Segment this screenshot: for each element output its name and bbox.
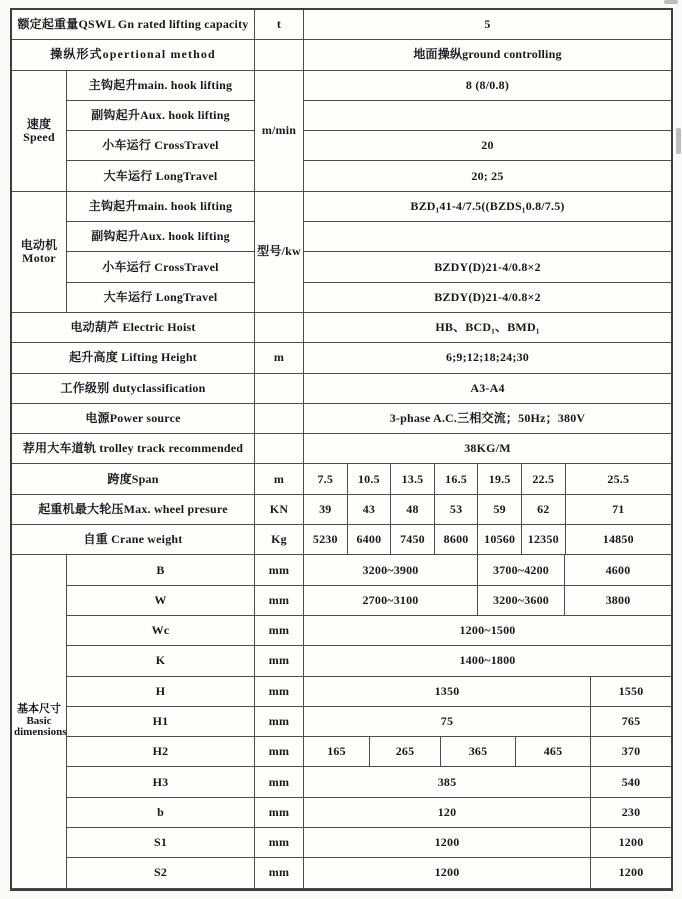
- value-cell: 2700~3100: [304, 586, 478, 616]
- speed-unit-cell: m/min: [255, 71, 304, 192]
- row-label: K: [67, 646, 255, 676]
- group-label-en: dimensions: [14, 726, 67, 739]
- row-dim-H1: [67, 707, 671, 737]
- value-cell: 38KG/M: [304, 434, 671, 464]
- row-label: 起重机最大轮压Max. wheel presure: [12, 495, 255, 525]
- scan-artifact: [676, 128, 681, 154]
- group-label-zh: 速度: [26, 116, 52, 131]
- value-cell: 385: [304, 767, 591, 797]
- unit-cell: [255, 374, 304, 404]
- unit-cell: mm: [255, 646, 304, 676]
- value-cell: 43: [348, 495, 392, 525]
- motor-unit-cell: 型号/kw: [255, 192, 304, 313]
- row-trolley-track: [12, 434, 671, 464]
- row-dim-B: [67, 555, 671, 585]
- row-dim-S2: [67, 858, 671, 888]
- row-label: 操纵形式opertional method: [12, 40, 255, 70]
- row-dim-H3: [67, 767, 671, 797]
- speed-values: [304, 71, 671, 192]
- row-label: Wc: [67, 616, 255, 646]
- row-label: 小车运行 CrossTravel: [67, 252, 255, 282]
- unit-cell: mm: [255, 798, 304, 828]
- unit-cell: [255, 404, 304, 434]
- unit-cell: mm: [255, 707, 304, 737]
- value-cell: 20; 25: [304, 161, 671, 191]
- value-cell: 765: [591, 707, 671, 737]
- row-label: 自重 Crane weight: [12, 525, 255, 555]
- value-cell: A3-A4: [304, 374, 671, 404]
- value-cell: 12350: [522, 525, 566, 555]
- value-cell: 53: [435, 495, 479, 525]
- row-operation-method: [12, 40, 671, 70]
- row-label: 额定起重量QSWL Gn rated lifting capacity: [12, 10, 255, 40]
- value-cell: 465: [516, 737, 591, 767]
- value-cell: 3800: [565, 586, 671, 616]
- value-cell: BZDY(D)21-4/0.8×2: [304, 252, 671, 282]
- unit-cell: m: [255, 464, 304, 494]
- group-label-en: Speed: [23, 129, 55, 144]
- unit-cell: Kg: [255, 525, 304, 555]
- value-cell: 地面操纵ground controlling: [304, 40, 671, 70]
- row-label: 主钩起升main. hook lifting: [67, 71, 255, 101]
- unit-cell: t: [255, 10, 304, 40]
- unit-cell: [255, 40, 304, 70]
- unit-cell: mm: [255, 616, 304, 646]
- row-label: H: [67, 677, 255, 707]
- unit-cell: mm: [255, 677, 304, 707]
- row-dim-S1: [67, 828, 671, 858]
- value-cell: 120: [304, 798, 591, 828]
- section-speed: [12, 71, 671, 192]
- value-cell: 1550: [591, 677, 671, 707]
- value-cell: 1200~1500: [304, 616, 671, 646]
- row-label: H3: [67, 767, 255, 797]
- crane-spec-table: [10, 8, 673, 891]
- unit-cell: [255, 434, 304, 464]
- value-cell: 1200: [591, 828, 671, 858]
- section-motor: [12, 192, 671, 313]
- value-cell: 1400~1800: [304, 646, 671, 676]
- speed-sublabels: [67, 71, 255, 192]
- scan-artifact: [664, 0, 678, 4]
- unit-cell: m: [255, 343, 304, 373]
- value-cell: 6;9;12;18;24;30: [304, 343, 671, 373]
- value-cell: 39: [304, 495, 348, 525]
- unit-cell: mm: [255, 767, 304, 797]
- unit-cell: mm: [255, 858, 304, 888]
- section-basic-dimensions: [12, 555, 671, 888]
- value-cell: 14850: [566, 525, 671, 555]
- row-label: 大车运行 LongTravel: [67, 161, 255, 191]
- row-label: 起升高度 Lifting Height: [12, 343, 255, 373]
- row-rated-capacity: [12, 10, 671, 40]
- row-dim-b: [67, 798, 671, 828]
- row-duty-classification: [12, 374, 671, 404]
- value-cell: 75: [304, 707, 591, 737]
- row-electric-hoist: [12, 313, 671, 343]
- value-cell: 4600: [565, 555, 671, 585]
- value-cell: [304, 222, 671, 252]
- row-dim-Wc: [67, 616, 671, 646]
- value-cell: BZDY(D)21-4/0.8×2: [304, 283, 671, 313]
- value-cell: 7450: [391, 525, 435, 555]
- row-label: H2: [67, 737, 255, 767]
- row-dim-H: [67, 677, 671, 707]
- value-cell: 20: [304, 131, 671, 161]
- value-cell: 370: [591, 737, 671, 767]
- row-dim-K: [67, 646, 671, 676]
- value-cell: 1200: [591, 858, 671, 888]
- row-label: 跨度Span: [12, 464, 255, 494]
- value-cell: 365: [441, 737, 516, 767]
- row-label: 大车运行 LongTravel: [67, 283, 255, 313]
- value-cell: 265: [370, 737, 441, 767]
- row-dim-H2: [67, 737, 671, 767]
- value-cell: [304, 101, 671, 131]
- value-cell: 3200~3600: [478, 586, 565, 616]
- row-dim-W: [67, 586, 671, 616]
- value-cell: 3-phase A.C.三相交流；50Hz；380V: [304, 404, 671, 434]
- row-label: W: [67, 586, 255, 616]
- unit-cell: [255, 313, 304, 343]
- value-cell: 8 (8/0.8): [304, 71, 671, 101]
- group-label-zh: 电动机: [20, 237, 58, 252]
- row-label: 副钩起升Aux. hook lifting: [67, 101, 255, 131]
- row-power-source: [12, 404, 671, 434]
- value-cell: 10.5: [348, 464, 392, 494]
- row-label: 小车运行 CrossTravel: [67, 131, 255, 161]
- row-label: 荐用大车道轨 trolley track recommended: [12, 434, 255, 464]
- row-label: 工作级别 dutyclassification: [12, 374, 255, 404]
- row-lifting-height: [12, 343, 671, 373]
- row-label: b: [67, 798, 255, 828]
- unit-cell: KN: [255, 495, 304, 525]
- row-span: [12, 464, 671, 494]
- group-label-en: Motor: [22, 250, 56, 265]
- row-max-wheel-pressure: [12, 495, 671, 525]
- row-label: 副钩起升Aux. hook lifting: [67, 222, 255, 252]
- value-cell: 62: [522, 495, 566, 525]
- row-label: H1: [67, 707, 255, 737]
- value-cell: 540: [591, 767, 671, 797]
- value-cell: 1350: [304, 677, 591, 707]
- value-cell: 48: [391, 495, 435, 525]
- value-cell: 10560: [478, 525, 522, 555]
- row-label: S2: [67, 858, 255, 888]
- group-label-speed: [12, 71, 67, 192]
- value-cell: 19.5: [478, 464, 522, 494]
- value-cell: 8600: [435, 525, 479, 555]
- value-cell: 6400: [348, 525, 392, 555]
- row-label: S1: [67, 828, 255, 858]
- value-cell: 5: [304, 10, 671, 40]
- value-cell: 13.5: [391, 464, 435, 494]
- row-label: B: [67, 555, 255, 585]
- value-cell: 16.5: [435, 464, 479, 494]
- value-cell: 1200: [304, 828, 591, 858]
- value-cell: 230: [591, 798, 671, 828]
- group-label-motor: [12, 192, 67, 313]
- value-cell: BZD₁41-4/7.5((BZDS₁0.8/7.5): [304, 192, 671, 222]
- value-cell: 22.5: [522, 464, 566, 494]
- value-cell: 59: [478, 495, 522, 525]
- value-cell: 3200~3900: [304, 555, 478, 585]
- unit-cell: mm: [255, 586, 304, 616]
- motor-sublabels: [67, 192, 255, 313]
- dimension-rows: [67, 555, 671, 888]
- value-cell: 25.5: [566, 464, 671, 494]
- value-cell: 5230: [304, 525, 348, 555]
- value-cell: 71: [566, 495, 671, 525]
- value-cell: HB、BCD₁、BMD₁: [304, 313, 671, 343]
- row-label: 主钩起升main. hook lifting: [67, 192, 255, 222]
- motor-values: [304, 192, 671, 313]
- group-label-zh: 基本尺寸: [17, 702, 61, 715]
- value-cell: 165: [304, 737, 370, 767]
- row-label: 电动葫芦 Electric Hoist: [12, 313, 255, 343]
- unit-cell: mm: [255, 555, 304, 585]
- row-label: 电源Power source: [12, 404, 255, 434]
- value-cell: 3700~4200: [478, 555, 565, 585]
- value-cell: 7.5: [304, 464, 348, 494]
- row-crane-weight: [12, 525, 671, 555]
- group-label-en: Basic: [26, 714, 52, 727]
- unit-cell: mm: [255, 828, 304, 858]
- unit-cell: mm: [255, 737, 304, 767]
- value-cell: 1200: [304, 858, 591, 888]
- group-label-basic-dimensions: [12, 555, 67, 888]
